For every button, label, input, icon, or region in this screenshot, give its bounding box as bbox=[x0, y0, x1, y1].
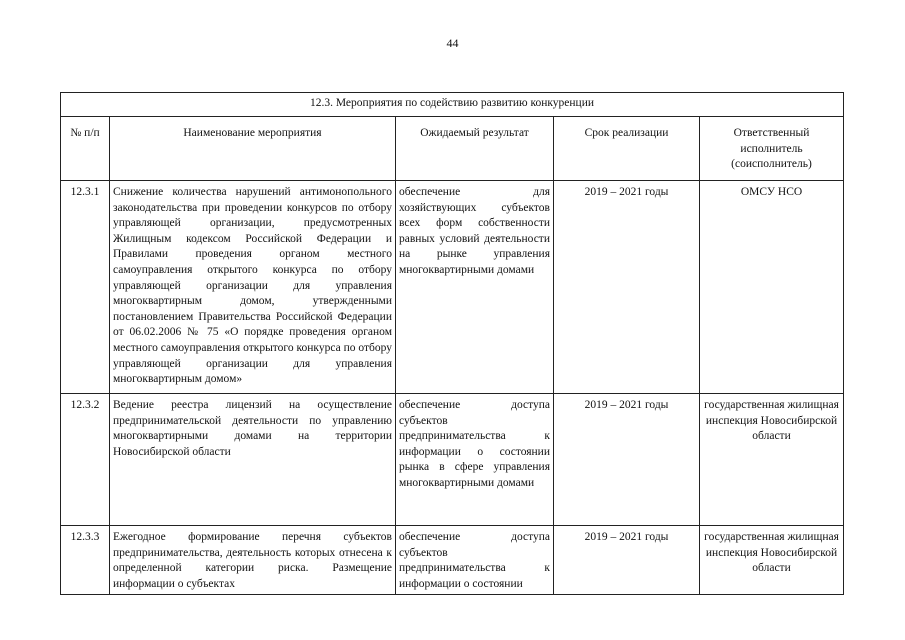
header-row bbox=[61, 117, 844, 181]
section-title: 12.3. Мероприятия по содействию развитию конкуренции bbox=[61, 93, 844, 117]
row-result: обеспечение доступа субъектов предпринимательства к информации о состоянии bbox=[396, 526, 554, 595]
row-executor: ОМСУ НСО bbox=[700, 181, 844, 394]
header-num: № п/п bbox=[61, 117, 110, 181]
row-name: Ежегодное формирование перечня субъектов предпринимательства, деятельность которых отнесена к определенной категории риска. Размещение информации о субъектах bbox=[110, 526, 396, 595]
section-title-row bbox=[61, 93, 844, 117]
header-period: Срок реализации bbox=[554, 117, 700, 181]
row-period: 2019 – 2021 годы bbox=[554, 526, 700, 595]
table-row bbox=[61, 181, 844, 394]
row-executor: государственная жилищная инспекция Новосибирской области bbox=[700, 394, 844, 526]
table-row bbox=[61, 526, 844, 595]
row-num: 12.3.3 bbox=[61, 526, 110, 595]
row-executor: государственная жилищная инспекция Новосибирской области bbox=[700, 526, 844, 595]
row-num: 12.3.2 bbox=[61, 394, 110, 526]
page-number: 44 bbox=[446, 36, 459, 50]
header-result: Ожидаемый результат bbox=[396, 117, 554, 181]
row-period: 2019 – 2021 годы bbox=[554, 181, 700, 394]
row-result: обеспечение доступа субъектов предпринимательства к информации о состоянии рынка в сфере управления многоквартирными домами bbox=[396, 394, 554, 526]
header-executor: Ответственный исполнитель (соисполнитель) bbox=[700, 117, 844, 181]
header-name: Наименование мероприятия bbox=[110, 117, 396, 181]
row-period: 2019 – 2021 годы bbox=[554, 394, 700, 526]
row-name: Ведение реестра лицензий на осуществление предпринимательской деятельности по управлению многоквартирными домами на территории Новосибирской области bbox=[110, 394, 396, 526]
row-name: Снижение количества нарушений антимонопольного законодательства при проведении конкурсов по отбору управляющей организации, предусмотренных Жилищным кодексом Российской Федерации и Правилами проведения органом местного самоуправления открытого конкурса по отбору управляющей организации для управления многоквартирным домом, утвержденными постановлением Правительства Российской Федерации от 06.02.2006 № 75 «О порядке проведения органом местного самоуправления открытого конкурса по отбору управляющей организации для управления многоквартирным домом» bbox=[110, 181, 396, 394]
table-row bbox=[61, 394, 844, 526]
measures-table bbox=[60, 92, 844, 595]
row-num: 12.3.1 bbox=[61, 181, 110, 394]
row-result: обеспечение для хозяйствующих субъектов всех форм собственности равных условий деятельности на рынке управления многоквартирными домами bbox=[396, 181, 554, 394]
